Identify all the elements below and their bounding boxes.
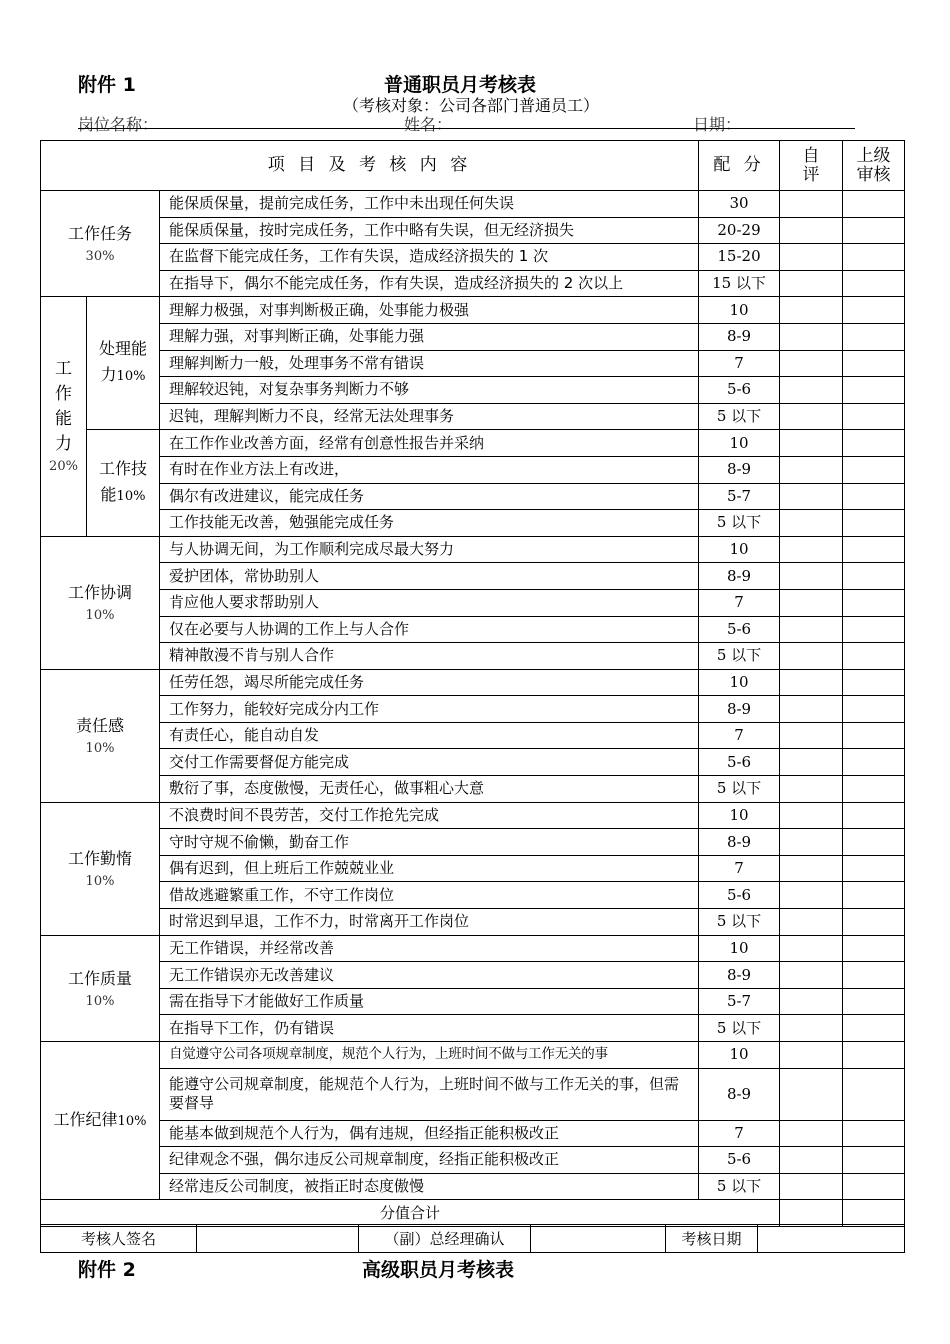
table-row <box>41 217 905 244</box>
criterion-score: 10 <box>699 802 780 829</box>
superior-score-field[interactable] <box>843 962 905 989</box>
review-date-field[interactable] <box>758 1225 905 1253</box>
reviewer-sign-label: 考核人签名 <box>41 1225 197 1253</box>
superior-score-field[interactable] <box>843 829 905 856</box>
table-row <box>41 244 905 271</box>
category-name: 工作任务 <box>67 224 132 244</box>
self-score-field[interactable] <box>780 191 843 218</box>
category-weight: 10% <box>85 608 115 624</box>
self-score-field[interactable] <box>780 456 843 483</box>
criterion-score: 10 <box>699 536 780 563</box>
category-name: 工作协调 <box>67 583 132 603</box>
subcategory-name-line1: 处理能 <box>98 339 147 359</box>
superior-score-field[interactable] <box>843 563 905 590</box>
criterion-text: 敷衍了事，态度傲慢，无责任心，做事粗心大意 <box>160 776 699 803</box>
category-weight: 10% <box>85 741 115 757</box>
criterion-score: 5 以下 <box>699 510 780 537</box>
criterion-score: 7 <box>699 350 780 377</box>
superior-score-field[interactable] <box>843 909 905 936</box>
table-row <box>41 802 905 829</box>
criterion-score: 5 以下 <box>699 643 780 670</box>
table-row <box>41 776 905 803</box>
self-score-field[interactable] <box>780 616 843 643</box>
criterion-text: 能基本做到规范个人行为，偶有违规，但经指正能积极改正 <box>160 1120 699 1147</box>
criterion-score: 5 以下 <box>699 1173 780 1200</box>
criterion-text: 与人协调无间，为工作顺利完成尽最大努力 <box>160 536 699 563</box>
category-cell <box>41 191 160 297</box>
table-row <box>41 669 905 696</box>
subcategory-cell <box>87 297 160 430</box>
category-name: 责任感 <box>75 716 124 736</box>
table-row <box>41 829 905 856</box>
criterion-score: 7 <box>699 1120 780 1147</box>
self-score-field[interactable] <box>780 536 843 563</box>
criterion-text: 有责任心，能自动自发 <box>160 722 699 749</box>
table-row <box>41 1042 905 1069</box>
table-row <box>41 456 905 483</box>
self-score-field[interactable] <box>780 244 843 271</box>
self-score-field[interactable] <box>780 776 843 803</box>
criterion-text: 在监督下能完成任务，工作有失误，造成经济损失的 1 次 <box>160 244 699 271</box>
table-row <box>41 430 905 457</box>
header-self <box>780 141 843 191</box>
criterion-score: 8-9 <box>699 323 780 350</box>
superior-score-field[interactable] <box>843 403 905 430</box>
criterion-score: 8-9 <box>699 696 780 723</box>
self-score-field[interactable] <box>780 589 843 616</box>
criterion-text: 理解力强，对事判断正确，处事能力强 <box>160 323 699 350</box>
criterion-text: 精神散漫不肯与别人合作 <box>160 643 699 670</box>
annex-label: 附件 1 <box>78 74 136 96</box>
name-label: 姓名： <box>404 115 453 134</box>
superior-score-field[interactable] <box>843 776 905 803</box>
superior-score-field[interactable] <box>843 1147 905 1174</box>
form-subtitle: （考核对象：公司各部门普通员工） <box>343 96 600 115</box>
criterion-text: 需在指导下才能做好工作质量 <box>160 988 699 1015</box>
self-score-field[interactable] <box>780 1042 843 1069</box>
self-score-field[interactable] <box>780 643 843 670</box>
criterion-text: 迟钝，理解判断力不良，经常无法处理事务 <box>160 403 699 430</box>
self-score-field[interactable] <box>780 669 843 696</box>
table-row <box>41 1068 905 1120</box>
criterion-text: 能保质保量，按时完成任务，工作中略有失误，但无经济损失 <box>160 217 699 244</box>
superior-score-field[interactable] <box>843 217 905 244</box>
criterion-score: 8-9 <box>699 962 780 989</box>
criterion-score: 5-6 <box>699 749 780 776</box>
header-self-text: 自 评 <box>802 145 820 185</box>
category-name: 工作勤惰 <box>67 849 132 869</box>
category-weight: 10% <box>85 993 115 1009</box>
superior-score-field[interactable] <box>843 855 905 882</box>
self-score-field[interactable] <box>780 749 843 776</box>
subcategory-weight: 10% <box>116 369 146 385</box>
criterion-score: 10 <box>699 669 780 696</box>
self-score-field[interactable] <box>780 1015 843 1042</box>
criterion-score: 8-9 <box>699 563 780 590</box>
criterion-text: 理解较迟钝，对复杂事务判断力不够 <box>160 377 699 404</box>
self-score-field[interactable] <box>780 696 843 723</box>
criterion-text: 偶尔有改进建议，能完成任务 <box>160 483 699 510</box>
criterion-text: 有时在作业方法上有改进， <box>160 456 699 483</box>
criterion-text: 工作努力，能较好完成分内工作 <box>160 696 699 723</box>
annex2-label: 附件 2 <box>78 1259 136 1281</box>
self-score-field[interactable] <box>780 722 843 749</box>
criterion-score: 5-7 <box>699 988 780 1015</box>
criterion-text: 工作技能无改善，勉强能完成任务 <box>160 510 699 537</box>
category-cell <box>41 1042 160 1200</box>
self-score-field[interactable] <box>780 403 843 430</box>
subcategory-name-end: 能 <box>100 485 117 505</box>
self-score-field[interactable] <box>780 297 843 324</box>
superior-score-field[interactable] <box>843 749 905 776</box>
category-cell <box>41 297 87 536</box>
superior-score-field[interactable] <box>843 1068 905 1120</box>
criterion-score: 5-6 <box>699 1147 780 1174</box>
category-weight: 30% <box>85 249 115 265</box>
category-name: 工作质量 <box>67 968 132 988</box>
criterion-text: 守时守规不偷懒，勤奋工作 <box>160 829 699 856</box>
criterion-score: 5 以下 <box>699 1015 780 1042</box>
criterion-text: 纪律观念不强，偶尔违反公司规章制度，经指正能积极改正 <box>160 1147 699 1174</box>
subcategory-name-line2 <box>87 362 159 390</box>
criterion-score: 5-7 <box>699 483 780 510</box>
criterion-score: 15-20 <box>699 244 780 271</box>
signature-table <box>40 1224 905 1253</box>
table-row <box>41 1120 905 1147</box>
criterion-text: 理解力极强，对事判断极正确，处事能力极强 <box>160 297 699 324</box>
criterion-score: 8-9 <box>699 1068 780 1120</box>
criterion-text: 经常违反公司制度，被指正时态度傲慢 <box>160 1173 699 1200</box>
superior-score-field[interactable] <box>843 377 905 404</box>
table-row <box>41 536 905 563</box>
criterion-text: 能保质保量，提前完成任务，工作中未出现任何失误 <box>160 191 699 218</box>
total-row <box>41 1200 905 1227</box>
table-row <box>41 403 905 430</box>
criterion-score: 20-29 <box>699 217 780 244</box>
self-score-field[interactable] <box>780 350 843 377</box>
category-cell <box>41 935 160 1041</box>
header-superior <box>843 141 905 191</box>
criterion-score: 7 <box>699 589 780 616</box>
category-weight: 10% <box>85 874 115 890</box>
table-row <box>41 962 905 989</box>
gm-confirm-label: （副）总经理确认 <box>359 1225 531 1253</box>
subcategory-cell <box>87 430 160 536</box>
gm-confirm-field[interactable] <box>531 1225 666 1253</box>
criterion-score: 15 以下 <box>699 270 780 297</box>
criterion-text: 在指导下工作，仍有错误 <box>160 1015 699 1042</box>
criterion-score: 10 <box>699 1042 780 1069</box>
self-score-field[interactable] <box>780 510 843 537</box>
category-name-text: 工作纪律 <box>53 1109 118 1129</box>
table-row <box>41 377 905 404</box>
superior-score-field[interactable] <box>843 323 905 350</box>
self-score-field[interactable] <box>780 1068 843 1120</box>
superior-score-field[interactable] <box>843 988 905 1015</box>
superior-score-field[interactable] <box>843 643 905 670</box>
header-superior-text: 上级 审核 <box>856 145 891 185</box>
superior-score-field[interactable] <box>843 350 905 377</box>
category-char: 工 <box>55 359 72 380</box>
total-label: 分值合计 <box>41 1200 780 1227</box>
table-row <box>41 988 905 1015</box>
table-row <box>41 270 905 297</box>
superior-score-field[interactable] <box>843 616 905 643</box>
superior-score-field[interactable] <box>843 430 905 457</box>
subcategory-weight: 10% <box>116 489 146 505</box>
self-score-field[interactable] <box>780 935 843 962</box>
assessment-table <box>40 140 905 1227</box>
criterion-score: 10 <box>699 297 780 324</box>
review-date-label: 考核日期 <box>666 1225 758 1253</box>
self-score-field[interactable] <box>780 1120 843 1147</box>
category-cell <box>41 536 160 669</box>
table-row <box>41 909 905 936</box>
superior-score-field[interactable] <box>843 935 905 962</box>
table-row <box>41 589 905 616</box>
criterion-score: 5 以下 <box>699 403 780 430</box>
superior-score-field[interactable] <box>843 669 905 696</box>
criterion-text: 仅在必要与人协调的工作上与人合作 <box>160 616 699 643</box>
header-underline <box>78 128 855 129</box>
criterion-text: 爱护团体，常协助别人 <box>160 563 699 590</box>
date-label: 日期： <box>693 115 742 134</box>
superior-score-field[interactable] <box>843 191 905 218</box>
table-row <box>41 191 905 218</box>
category-char: 作 <box>55 384 72 405</box>
category-weight: 10% <box>117 1113 147 1129</box>
superior-total-field[interactable] <box>843 1200 905 1227</box>
table-row <box>41 510 905 537</box>
category-cell <box>41 802 160 935</box>
category-name <box>41 1107 159 1135</box>
criterion-text: 偶有迟到，但上班后工作兢兢业业 <box>160 855 699 882</box>
superior-score-field[interactable] <box>843 589 905 616</box>
superior-score-field[interactable] <box>843 1120 905 1147</box>
form2-title: 高级职员月考核表 <box>362 1259 515 1281</box>
criterion-score: 10 <box>699 430 780 457</box>
criterion-text: 交付工作需要督促方能完成 <box>160 749 699 776</box>
self-score-field[interactable] <box>780 563 843 590</box>
category-weight: 20% <box>49 459 78 475</box>
self-score-field[interactable] <box>780 802 843 829</box>
self-score-field[interactable] <box>780 270 843 297</box>
superior-score-field[interactable] <box>843 456 905 483</box>
self-score-field[interactable] <box>780 855 843 882</box>
criterion-text: 不浪费时间不畏劳苦，交付工作抢先完成 <box>160 802 699 829</box>
table-row <box>41 350 905 377</box>
table-row <box>41 1147 905 1174</box>
self-score-field[interactable] <box>780 430 843 457</box>
criterion-score: 8-9 <box>699 456 780 483</box>
self-score-field[interactable] <box>780 988 843 1015</box>
self-score-field[interactable] <box>780 377 843 404</box>
header-items: 项 目 及 考 核 内 容 <box>41 141 699 191</box>
criterion-text: 肯应他人要求帮助别人 <box>160 589 699 616</box>
criterion-text: 任劳任怨，竭尽所能完成任务 <box>160 669 699 696</box>
criterion-text: 在指导下，偶尔不能完成任务，作有失误，造成经济损失的 2 次以上 <box>160 270 699 297</box>
table-row <box>41 616 905 643</box>
table-row <box>41 1173 905 1200</box>
table-row <box>41 935 905 962</box>
subcategory-name-line1: 工作技 <box>98 459 147 479</box>
criterion-score: 5 以下 <box>699 776 780 803</box>
superior-score-field[interactable] <box>843 270 905 297</box>
table-row <box>41 323 905 350</box>
position-label: 岗位名称： <box>78 115 159 134</box>
superior-score-field[interactable] <box>843 510 905 537</box>
criterion-text: 自觉遵守公司各项规章制度，规范个人行为，上班时间不做与工作无关的事 <box>160 1042 699 1069</box>
self-total-field[interactable] <box>780 1200 843 1227</box>
superior-score-field[interactable] <box>843 696 905 723</box>
table-row <box>41 696 905 723</box>
self-score-field[interactable] <box>780 483 843 510</box>
criterion-text: 无工作错误亦无改善建议 <box>160 962 699 989</box>
header-score: 配 分 <box>699 141 780 191</box>
superior-score-field[interactable] <box>843 536 905 563</box>
superior-score-field[interactable] <box>843 722 905 749</box>
self-score-field[interactable] <box>780 882 843 909</box>
self-score-field[interactable] <box>780 217 843 244</box>
criterion-text: 能遵守公司规章制度，能规范个人行为，上班时间不做与工作无关的事，但需要督导 <box>160 1068 699 1120</box>
table-row <box>41 483 905 510</box>
criterion-text: 在工作作业改善方面，经常有创意性报告并采纳 <box>160 430 699 457</box>
subcategory-name-end: 力 <box>100 365 117 385</box>
criterion-score: 8-9 <box>699 829 780 856</box>
category-char: 能 <box>55 409 72 430</box>
table-row <box>41 297 905 324</box>
superior-score-field[interactable] <box>843 1042 905 1069</box>
table-row <box>41 722 905 749</box>
category-cell <box>41 669 160 802</box>
self-score-field[interactable] <box>780 909 843 936</box>
table-row <box>41 643 905 670</box>
criterion-score: 5-6 <box>699 377 780 404</box>
criterion-score: 30 <box>699 191 780 218</box>
subcategory-name-line2 <box>87 482 159 510</box>
self-score-field[interactable] <box>780 962 843 989</box>
criterion-score: 7 <box>699 855 780 882</box>
criterion-score: 5-6 <box>699 616 780 643</box>
superior-score-field[interactable] <box>843 483 905 510</box>
criterion-text: 理解判断力一般，处理事务不常有错误 <box>160 350 699 377</box>
self-score-field[interactable] <box>780 829 843 856</box>
superior-score-field[interactable] <box>843 297 905 324</box>
criterion-text: 无工作错误，并经常改善 <box>160 935 699 962</box>
table-row <box>41 749 905 776</box>
superior-score-field[interactable] <box>843 802 905 829</box>
reviewer-sign-field[interactable] <box>197 1225 359 1253</box>
criterion-score: 5-6 <box>699 882 780 909</box>
self-score-field[interactable] <box>780 1147 843 1174</box>
table-row <box>41 563 905 590</box>
category-char: 力 <box>55 434 72 455</box>
form-title: 普通职员月考核表 <box>384 74 537 96</box>
superior-score-field[interactable] <box>843 244 905 271</box>
table-row <box>41 882 905 909</box>
self-score-field[interactable] <box>780 1173 843 1200</box>
superior-score-field[interactable] <box>843 882 905 909</box>
criterion-score: 5 以下 <box>699 909 780 936</box>
table-row <box>41 1015 905 1042</box>
criterion-text: 时常迟到早退，工作不力，时常离开工作岗位 <box>160 909 699 936</box>
criterion-score: 10 <box>699 935 780 962</box>
self-score-field[interactable] <box>780 323 843 350</box>
criterion-text: 借故逃避繁重工作，不守工作岗位 <box>160 882 699 909</box>
criterion-score: 7 <box>699 722 780 749</box>
superior-score-field[interactable] <box>843 1173 905 1200</box>
table-row <box>41 855 905 882</box>
superior-score-field[interactable] <box>843 1015 905 1042</box>
